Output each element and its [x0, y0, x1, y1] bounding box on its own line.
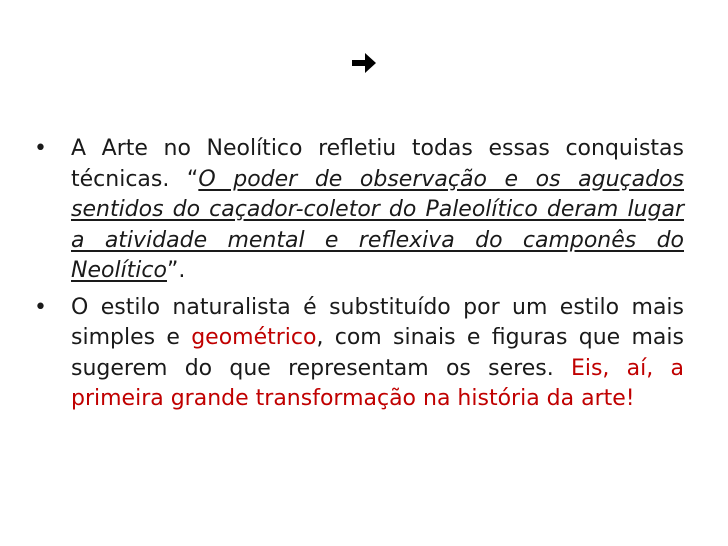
bullet-item-2: [34, 293, 684, 415]
bullet-item-1: [34, 134, 684, 287]
bullet-list: [34, 134, 684, 415]
bullet-dot: •: [34, 294, 47, 320]
bullet-1-tail: ”.: [166, 258, 186, 283]
arrow-right-icon: [350, 51, 378, 75]
bullet-2-text: O estilo naturalista é substituído por um estilo mais simples e: [71, 294, 684, 350]
bullet-2-emphasis: Eis, aí, a primeira grande transformação na história da arte!: [71, 355, 684, 411]
bullet-2-highlight: geométrico: [191, 325, 317, 350]
bullet-1-text: A Arte no Neolítico refletiu todas essas conquistas técnicas. “: [71, 136, 684, 192]
bullet-dot: •: [34, 136, 47, 161]
bullet-2-middle: , com sinais e figuras que mais sugerem do que representam os seres.: [71, 325, 684, 381]
bullet-1-quote: O poder de observação e os aguçados sentidos do caçador-coletor do Paleolítico deram lugar a atividade mental e reflexiva do camponês do Neolítico: [71, 166, 684, 283]
slide-title: [0, 46, 728, 82]
